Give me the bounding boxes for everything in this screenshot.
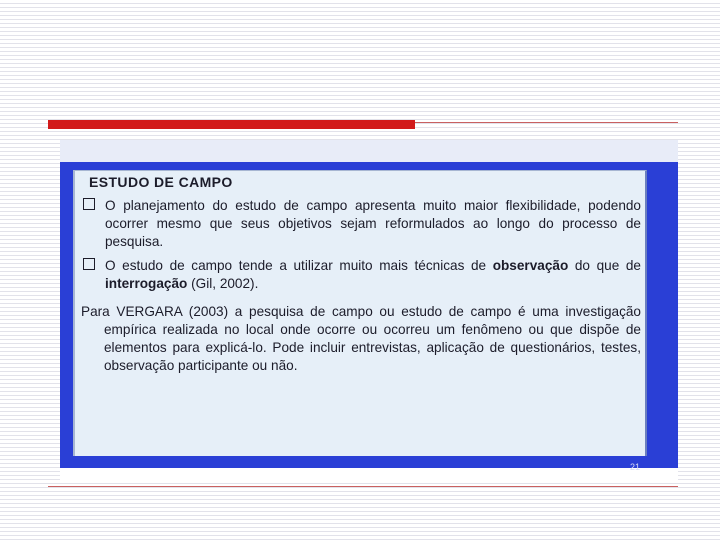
bullet-text-2	[83, 257, 641, 293]
figure-top-band	[60, 140, 678, 162]
figure-frame	[60, 162, 678, 472]
accent-bar	[48, 120, 415, 129]
panel-title: ESTUDO DE CAMPO	[89, 174, 233, 190]
slide-area	[48, 118, 678, 490]
bold-interrogacao: interrogação	[105, 276, 188, 291]
bullet-text-1: O planejamento do estudo de campo apresenta muito maior flexibilidade, podendo ocorrer mesmo que seus objetivos sejam reformulados ao longo do processo de pesquisa.	[105, 198, 641, 249]
thin-rule	[415, 122, 678, 123]
bullet-text-2-part1: O estudo de campo tende a utilizar muito mais técnicas de	[105, 258, 493, 273]
bottom-rule	[48, 486, 678, 487]
square-bullet-icon	[83, 258, 95, 270]
square-bullet-icon	[83, 198, 95, 210]
vergara-paragraph: Para VERGARA (2003) a pesquisa de campo ou estudo de campo é uma investigação empírica realizada no local onde ocorre ou ocorreu um fenômeno ou que dispõe de elementos para explicá-lo. Pode incluir entrevistas, aplicação de questionários, testes, observação participante ou não.	[81, 304, 641, 373]
scanned-figure	[60, 140, 678, 480]
text-panel	[73, 170, 647, 456]
bullet-text-2-part2: do que de	[568, 258, 641, 273]
title-underline	[48, 118, 678, 128]
page-number: 21	[629, 462, 640, 472]
bullet-item-1	[83, 197, 641, 251]
bullet-item-2	[83, 257, 641, 293]
bullet-text-2-part3: (Gil, 2002).	[187, 276, 259, 291]
bold-observacao: observação	[492, 258, 569, 273]
